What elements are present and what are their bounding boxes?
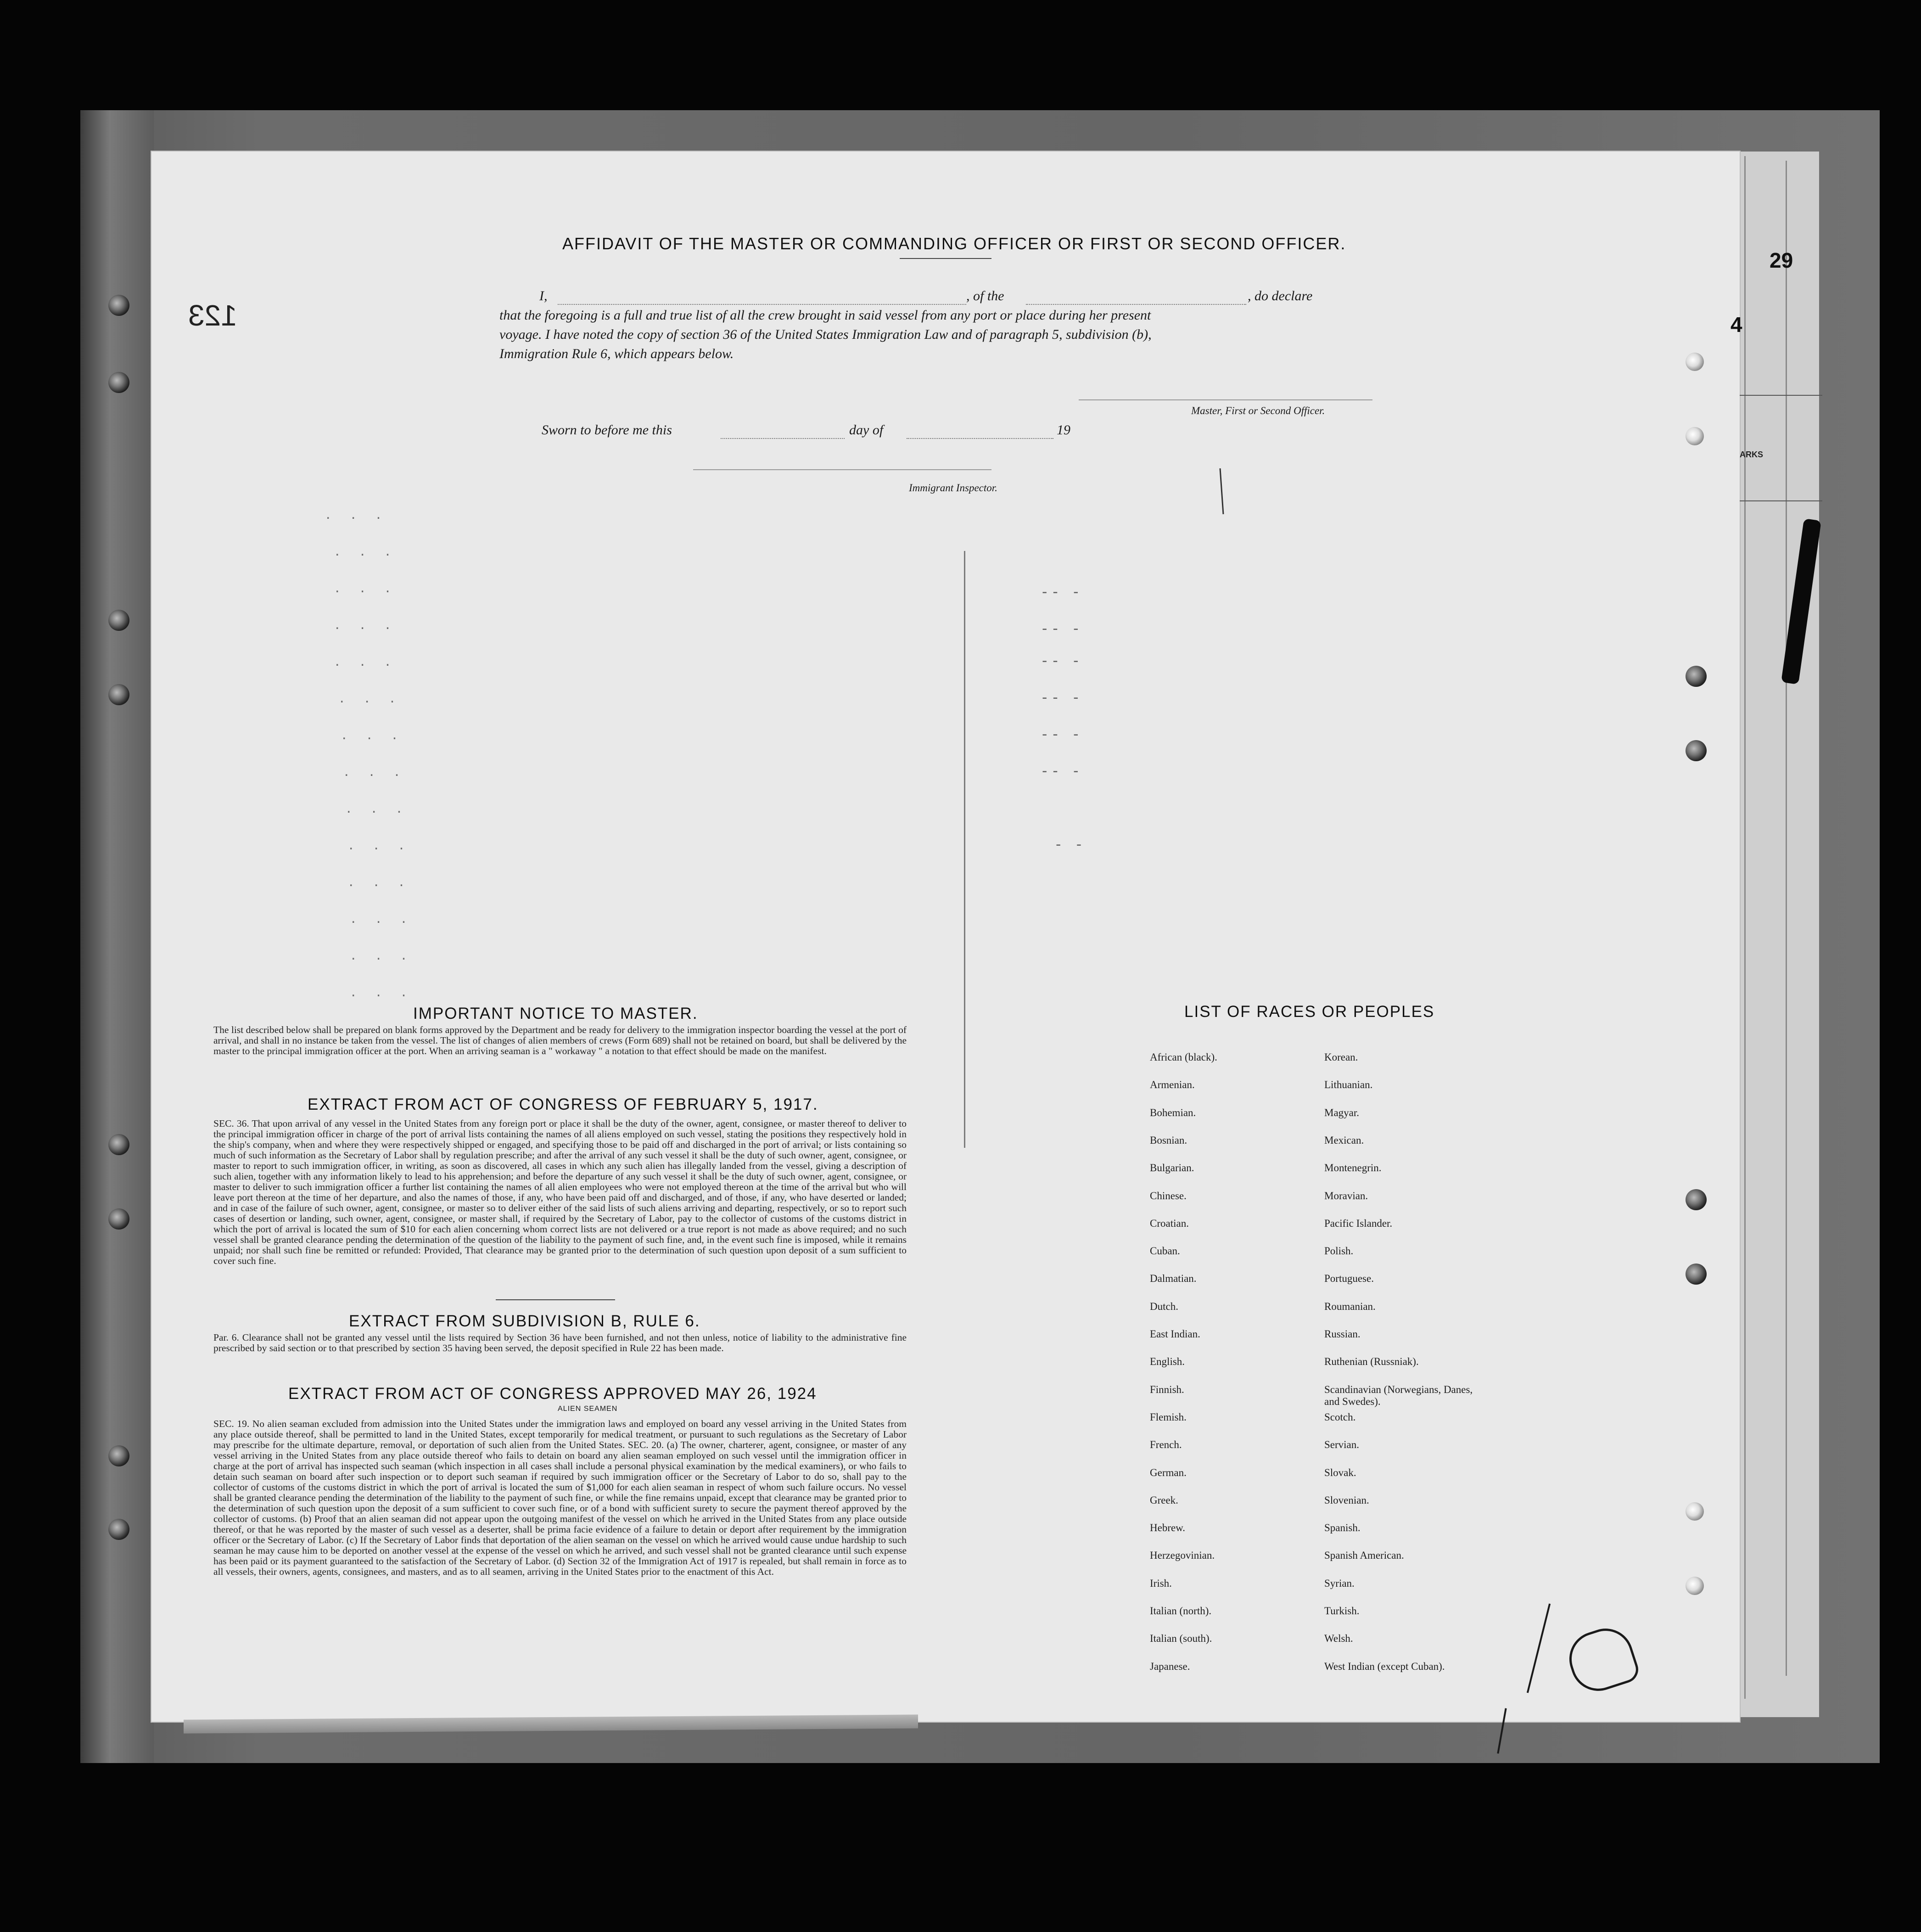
affidavit-line-4: Immigration Rule 6, which appears below.: [499, 346, 734, 361]
race-item: Croatian.: [1150, 1217, 1189, 1229]
race-item: Spanish American.: [1324, 1550, 1404, 1561]
race-item: Dutch.: [1150, 1300, 1178, 1312]
punch-hole: [1686, 740, 1707, 761]
punch-hole: [1686, 1264, 1707, 1285]
page-edge-line: [1786, 161, 1787, 1676]
day-of-label: day of: [849, 422, 884, 438]
extract-1924-title: EXTRACT FROM ACT OF CONGRESS APPROVED MAY 26, 1924: [288, 1385, 817, 1403]
race-item: Bohemian.: [1150, 1106, 1196, 1118]
race-item: Turkish.: [1324, 1605, 1360, 1617]
ghost-dots: . . .: [326, 505, 389, 522]
ghost-dots: . . .: [340, 689, 403, 706]
punch-hole: [1686, 353, 1704, 371]
ghost-dots: . . .: [335, 652, 398, 669]
punch-hole: [108, 295, 129, 316]
race-item: Ruthenian (Russniak).: [1324, 1356, 1419, 1368]
ghost-dash: -- -: [1042, 583, 1084, 601]
affidavit-line-2: that the foregoing is a full and true list of all the crew brought in said vessel from any port or place during her present: [499, 308, 1151, 323]
punch-hole: [1686, 427, 1704, 445]
race-item: Polish.: [1324, 1245, 1354, 1257]
punch-hole: [1686, 666, 1707, 687]
extract-1924-text: SEC. 19. No alien seaman excluded from admission into the United States under the immigration laws and employed on board any vessel arriving in the United States from any place outside thereof, shall be permitted to land in the United States, except temporarily for medical treatment, or pursuant to such regulations as the Secretary of Labor may prescribe for the ultimate departure, removal, or deportation of such alien from the United States. SEC. 20. (a) The owner, charterer, agent, consignee, or master of any vessel arriving in the United States from any place outside thereof who fails to detain on board any alien seaman employed on such vessel until the immigration officer in charge at the port of arrival has inspected such seaman (which inspection in all cases shall include a personal physical examination by the medical examiners), or who fails to detain such seaman on board after such inspection or to deport such seaman if required by such immigration officer or the Secretary of Labor to do so, shall pay to the collector of customs of the customs district in which the port of arrival is located the sum of $1,000 for each alien seaman in respect of whom such failure occurs. No vessel shall be granted clearance pending the determination of the liability to the payment of such fine, or while the fine remains unpaid, except that clearance may be granted prior to the determination of such question upon the deposit of a sum sufficient to cover such fine, or of a bond with sufficient surety to secure the payment thereof approved by the collector of customs. (b) Proof that an alien seaman did not appear upon the outgoing manifest of the vessel on which he arrived in the United States from any place outside thereof, or that he was reported by the master of such vessel as a deserter, shall be prima facie evidence of a failure to detain or deport after requirement by the immigration officer or the Secretary of Labor. (c) If the Secretary of Labor finds that deportation of the alien seaman on the vessel on which he arrived would cause undue hardship to such seaman he may cause him to be deported on another vessel at the expense of the vessel on which he arrived, and such vessel shall not be granted clearance until such expense has been paid or its payment guaranteed to the satisfaction of the Secretary of Labor. (d) Section 32 of the Immigration Act of 1917 is repealed, but shall remain in force as to all vessels, their owners, agents, consignees, and masters, and as to all seamen, arriving in the United States prior to the enactment of this Act.: [213, 1418, 907, 1577]
race-item: Italian (south).: [1150, 1633, 1212, 1645]
ghost-dots: . . .: [347, 799, 410, 816]
notice-text: The list described below shall be prepared on blank forms approved by the Department and be ready for delivery to the immigration inspector boarding the vessel at the port of arrival, and shall in no instance be taken from the vessel. The list of changes of alien members of crews (Form 689) shall not be retained on board, but shall be delivered by the master to the principal immigration officer at the port. When an arriving seaman is a " workaway " a notation to that effect should be made on the manifest.: [213, 1024, 907, 1056]
affidavit-of-the: , of the: [966, 288, 1004, 303]
race-item: West Indian (except Cuban).: [1324, 1660, 1445, 1672]
affidavit-i: I,: [539, 288, 548, 303]
race-item: Lithuanian.: [1324, 1079, 1373, 1091]
race-item: Cuban.: [1150, 1245, 1180, 1257]
punch-hole: [1686, 1577, 1704, 1595]
side-rule: [1740, 395, 1822, 396]
race-item: Servian.: [1324, 1439, 1360, 1451]
ghost-dash: -- -: [1042, 689, 1084, 706]
race-item: Slovak.: [1324, 1466, 1356, 1478]
race-item: Portuguese.: [1324, 1273, 1374, 1285]
page-number: 123: [188, 299, 237, 332]
affidavit-line-3: voyage. I have noted the copy of section 36 of the United States Immigration Law and of paragraph 5, subdivision (b),: [499, 327, 1152, 342]
race-item: East Indian.: [1150, 1328, 1200, 1340]
ghost-dash: -- -: [1042, 762, 1084, 780]
inspector-label: Immigrant Inspector.: [909, 482, 997, 494]
race-item: Syrian.: [1324, 1577, 1355, 1589]
race-item: Pacific Islander.: [1324, 1217, 1393, 1229]
ghost-dots: . . .: [351, 946, 414, 963]
race-item: Irish.: [1150, 1577, 1172, 1589]
race-item: Greek.: [1150, 1494, 1178, 1506]
ghost-dots: . . .: [349, 836, 412, 853]
ghost-dash: -- -: [1042, 652, 1084, 669]
race-item: Russian.: [1324, 1328, 1361, 1340]
race-item: Hebrew.: [1150, 1522, 1186, 1534]
race-item: Dalmatian.: [1150, 1273, 1197, 1285]
race-item: Welsh.: [1324, 1633, 1353, 1645]
race-item: English.: [1150, 1356, 1185, 1368]
race-item: Chinese.: [1150, 1190, 1187, 1202]
notice-title: IMPORTANT NOTICE TO MASTER.: [413, 1005, 698, 1022]
sworn-month-blank: [907, 437, 1053, 439]
punch-hole: [1686, 1189, 1707, 1210]
page-edge-line: [1744, 156, 1746, 1699]
races-title: LIST OF RACES OR PEOPLES: [1184, 1003, 1435, 1021]
ghost-dots: . . .: [335, 542, 398, 559]
ghost-dash: -- -: [1042, 725, 1084, 743]
ghost-dots: . . .: [335, 578, 398, 596]
race-item: Moravian.: [1324, 1190, 1368, 1202]
extract-1917-title: EXTRACT FROM ACT OF CONGRESS OF FEBRUARY 5, 1917.: [308, 1095, 818, 1113]
ghost-dots: . . .: [344, 762, 408, 780]
race-item: Korean.: [1324, 1051, 1358, 1063]
extract-1917-text: SEC. 36. That upon arrival of any vessel in the United States from any foreign port or place it shall be the duty of the owner, agent, consignee, or master thereof to deliver to the principal immigration officer in charge of the port of arrival lists containing the names of all aliens employed on such vessel, stating the positions they respectively hold in the ship's company, when and where they were respectively shipped or engaged, and specifying those to be paid off and discharged in the port of arrival; or lists containing so much of such information as the Secretary of Labor shall by regulation prescribe; and after the arrival of any such vessel it shall be the duty of such owner, agent, consignee, or master to report to such immigration officer, in writing, as soon as discovered, all cases in which any such alien has illegally landed from the vessel, giving a description of such alien, together with any information likely to lead to his apprehension; and before the departure of any such vessel it shall be the duty of such owner, agent, consignee, or master to deliver to such immigration officer a further list containing the names of all alien employees who were not employed thereon at the time of the arrival but who will leave port thereon at the time of her departure, and also the names of those, if any, who have been paid off and discharged, and of those, if any, who have deserted or landed; and in case of the failure of such owner, agent, consignee, or master so to deliver either of the said lists of such aliens arriving and departing, respectively, or so to report such cases of desertion or landing, such owner, agent, consignee, or master shall, if required by the Secretary of Labor, pay to the collector of customs of the customs district in which the port of arrival is located the sum of $10 for each alien concerning whom correct lists are not delivered or a true report is not made as above required; and no such vessel shall be granted clearance pending the determination of the question of the liability to the payment of such fine, and, in the event such fine is imposed, while it remains unpaid; nor shall such fine be remitted or refunded: Provided, That clearance may be granted prior to the determination of such question upon deposit of a sum sufficient to cover such fine.: [213, 1118, 907, 1266]
ghost-dash: -- -: [1042, 620, 1084, 637]
race-item: Slovenian.: [1324, 1494, 1369, 1506]
race-item: African (black).: [1150, 1051, 1217, 1063]
name-blank: [558, 303, 966, 305]
race-item: Montenegrin.: [1324, 1162, 1382, 1174]
ghost-column-line: [964, 551, 965, 1148]
side-number-top: 29: [1770, 248, 1793, 272]
punch-hole: [108, 1208, 129, 1230]
section-rule: [496, 1299, 615, 1300]
affidavit-do-declare: , do declare: [1248, 288, 1313, 303]
master-signature-line: [1079, 399, 1372, 400]
sworn-day-blank: [721, 437, 845, 439]
vessel-blank: [1026, 303, 1246, 305]
punch-hole: [108, 610, 129, 631]
binding-strip: [80, 110, 154, 1763]
ghost-dots: . . .: [351, 909, 414, 927]
race-item: Roumanian.: [1324, 1300, 1376, 1312]
title-underline: [900, 258, 991, 259]
race-item: Magyar.: [1324, 1106, 1360, 1118]
race-item: Scandinavian (Norwegians, Danes, and Swedes).: [1324, 1383, 1473, 1407]
side-rule: [1740, 500, 1822, 501]
extract-rule6-title: EXTRACT FROM SUBDIVISION B, RULE 6.: [349, 1312, 700, 1330]
side-label-marks: ARKS: [1740, 450, 1764, 459]
race-item: Japanese.: [1150, 1660, 1190, 1672]
alien-seamen-subtitle: ALIEN SEAMEN: [558, 1405, 618, 1413]
race-item: Finnish.: [1150, 1383, 1184, 1395]
race-item: Herzegovinian.: [1150, 1550, 1215, 1561]
inspector-signature-line: [693, 469, 991, 470]
ghost-dots: . . .: [349, 872, 412, 890]
affidavit-title: AFFIDAVIT OF THE MASTER OR COMMANDING OFFICER OR FIRST OR SECOND OFFICER.: [562, 234, 1346, 253]
race-item: German.: [1150, 1466, 1187, 1478]
punch-hole: [1686, 1502, 1704, 1521]
race-item: Bulgarian.: [1150, 1162, 1194, 1174]
punch-hole: [108, 372, 129, 393]
race-item: Flemish.: [1150, 1411, 1187, 1423]
race-item: French.: [1150, 1439, 1182, 1451]
ghost-dots: . . .: [335, 615, 398, 633]
extract-rule6-text: Par. 6. Clearance shall not be granted any vessel until the lists required by Section 36 have been furnished, and not then unless, notice of liability to the administrative fine prescribed by said section or to that prescribed by section 35 having been served, the deposit specified in Rule 22 has been made.: [213, 1332, 907, 1354]
punch-hole: [108, 1445, 129, 1466]
ghost-dots: . . .: [342, 725, 405, 743]
ghost-dots: . . .: [351, 983, 414, 1000]
side-number-secondary: 4: [1731, 313, 1742, 337]
race-item: Scotch.: [1324, 1411, 1356, 1423]
race-item: Armenian.: [1150, 1079, 1195, 1091]
race-item: Spanish.: [1324, 1522, 1361, 1534]
punch-hole: [108, 1134, 129, 1155]
punch-hole: [108, 1519, 129, 1540]
punch-hole: [108, 684, 129, 705]
race-item: Italian (north).: [1150, 1605, 1212, 1617]
year-label: 19: [1057, 422, 1070, 438]
ghost-dash: - -: [1056, 836, 1087, 853]
race-item: Mexican.: [1324, 1134, 1364, 1146]
race-item: Bosnian.: [1150, 1134, 1187, 1146]
master-label: Master, First or Second Officer.: [1191, 405, 1325, 416]
sworn-label: Sworn to before me this: [542, 422, 672, 438]
